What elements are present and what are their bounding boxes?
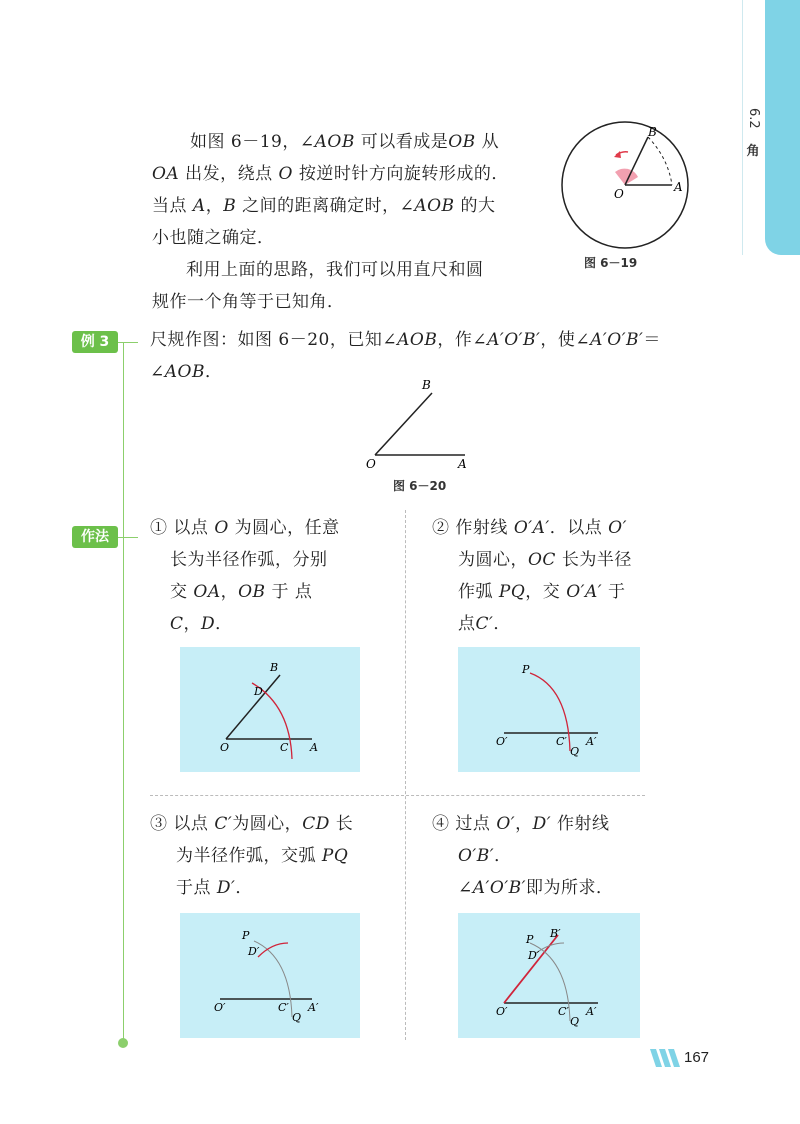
text: O′B′ <box>458 846 495 866</box>
text: PQ <box>321 846 349 866</box>
text: 于点 <box>176 878 217 898</box>
label-q: Q <box>570 745 580 758</box>
label-o: O <box>220 741 230 754</box>
step-4-figure <box>458 913 640 1038</box>
figure-6-20-angle <box>360 375 480 475</box>
label-c-prime: C′ <box>558 1005 569 1018</box>
margin-line-dot <box>118 1038 128 1048</box>
text: 为圆心，任意 <box>228 518 340 538</box>
text: 作射线 <box>551 814 610 834</box>
text: 交 <box>170 582 194 602</box>
label-c-prime: C′ <box>556 735 567 748</box>
text: ， <box>515 814 533 834</box>
text: AOB <box>314 132 355 152</box>
text: ， <box>205 196 224 216</box>
step-3-figure <box>180 913 360 1038</box>
text: 从 <box>475 132 500 152</box>
text: 作弧 <box>458 582 499 602</box>
text: ． <box>493 614 511 634</box>
text: ∠ <box>458 878 473 898</box>
text: ． <box>494 846 512 866</box>
text: D <box>201 614 216 634</box>
text: ，交 <box>525 582 567 602</box>
tag-connector <box>118 537 138 538</box>
text: 的大 <box>454 196 496 216</box>
step-1-figure <box>180 647 360 772</box>
label-a-prime: A′ <box>586 735 597 748</box>
text: O′ <box>608 518 627 538</box>
label-c: C <box>280 741 289 754</box>
text: ，作∠ <box>437 330 488 350</box>
section-title: 角 <box>746 143 760 159</box>
step-3-text <box>150 808 380 904</box>
step-1-text <box>150 512 380 640</box>
text: 点 <box>458 614 476 634</box>
label-o-prime: O′ <box>214 1001 226 1014</box>
label-b: B <box>422 378 431 392</box>
step-2-text <box>432 512 662 640</box>
text: 长为半径 <box>555 550 632 570</box>
section-number: 6.2 <box>746 108 761 129</box>
label-b-prime: B′ <box>550 927 561 940</box>
step-4-text <box>432 808 662 904</box>
figure-6-19-caption: 图 6－19 <box>584 256 638 270</box>
text: B <box>223 196 237 216</box>
text: 小也随之确定． <box>152 228 275 248</box>
text: ④ 过点 <box>432 814 497 834</box>
text: PQ <box>498 582 526 602</box>
left-margin-line <box>123 342 124 1042</box>
text: 可以看成是 <box>354 132 449 152</box>
text: AOB <box>397 330 438 350</box>
example-tag: 例 3 <box>72 331 118 353</box>
label-p: P <box>242 929 250 942</box>
text: O′A′ <box>566 582 603 602</box>
label-d-prime: D′ <box>248 945 260 958</box>
label-a-prime: A′ <box>586 1005 597 1018</box>
vertical-separator <box>405 510 406 1040</box>
intro-lines <box>152 158 542 318</box>
text: 于 点 <box>265 582 313 602</box>
text: OB <box>238 582 266 602</box>
text: 于 <box>602 582 626 602</box>
label-b: B <box>270 661 279 674</box>
label-a-prime: A′ <box>308 1001 319 1014</box>
text: C <box>170 614 184 634</box>
text: A′O′B′ <box>472 878 527 898</box>
text: CD <box>302 814 330 834</box>
text: O <box>278 164 293 184</box>
ray-ob <box>226 675 280 739</box>
label-a: A <box>310 741 318 754</box>
text: 之间的距离确定时，∠ <box>236 196 415 216</box>
label-o: O <box>614 187 624 201</box>
text: O′A′ <box>513 518 550 538</box>
label-a: A <box>674 180 683 194</box>
ray-ob <box>375 393 432 455</box>
text: 为圆心， <box>458 550 528 570</box>
label-a: A <box>458 457 467 471</box>
text: ， <box>183 614 202 634</box>
side-divider <box>742 0 743 255</box>
text: A <box>192 196 206 216</box>
page-number: 167 <box>684 1049 710 1066</box>
text: ． <box>204 362 223 382</box>
label-p: P <box>522 663 530 676</box>
text: 规作一个角等于已知角． <box>152 292 345 312</box>
text: 尺规作图：如图 6－20，已知∠ <box>150 330 398 350</box>
arrowhead <box>614 151 621 158</box>
label-q: Q <box>292 1011 302 1024</box>
text: ．以点 <box>549 518 609 538</box>
chapter-side-tab <box>765 0 800 255</box>
page-stripes-icon <box>648 1047 682 1069</box>
text: 利用上面的思路，我们可以用直尺和圆 <box>186 260 484 280</box>
text: OC <box>528 550 556 570</box>
text: D′ <box>216 878 236 898</box>
step-2-figure <box>458 647 640 772</box>
label-d: D <box>254 685 263 698</box>
text: AOB <box>164 362 205 382</box>
text: O <box>214 518 229 538</box>
text: AOB <box>414 196 455 216</box>
tag-connector <box>118 342 138 343</box>
text: ． <box>235 878 253 898</box>
text: ，使∠ <box>540 330 591 350</box>
figure-6-20-caption: 图 6－20 <box>393 479 447 493</box>
method-tag: 作法 <box>72 526 118 548</box>
text: ③ 以点 <box>150 814 215 834</box>
text: 即为所求． <box>526 878 614 898</box>
text: ． <box>215 614 233 634</box>
text: OA <box>152 164 180 184</box>
label-d-prime: D′ <box>528 949 540 962</box>
text: D′ <box>532 814 552 834</box>
text: OB <box>448 132 476 152</box>
text: 为半径作弧，交弧 <box>176 846 322 866</box>
text: 长 <box>329 814 354 834</box>
text: OA <box>193 582 221 602</box>
section-label <box>744 108 762 161</box>
label-p: P <box>526 933 534 946</box>
dashed-arc <box>648 137 672 185</box>
label-o-prime: O′ <box>496 735 508 748</box>
label-q: Q <box>570 1015 580 1028</box>
text: A′O′B′ <box>487 330 541 350</box>
figure-6-19-circle <box>560 120 700 260</box>
text: C′ <box>214 814 233 834</box>
label-o-prime: O′ <box>496 1005 508 1018</box>
text: C′ <box>475 614 494 634</box>
text: ， <box>220 582 239 602</box>
text: ② 作射线 <box>432 518 514 538</box>
label-b: B <box>648 125 657 139</box>
text: 如图 6－19，∠ <box>190 132 315 152</box>
intro-paragraph <box>170 126 540 158</box>
text: 当点 <box>152 196 193 216</box>
horizontal-separator <box>150 795 645 796</box>
label-o: O <box>366 457 376 471</box>
text: ＝ <box>643 330 661 350</box>
text: 出发，绕点 <box>179 164 279 184</box>
text: O′ <box>496 814 516 834</box>
text: 为圆心， <box>232 814 303 834</box>
text: ① 以点 <box>150 518 215 538</box>
label-c-prime: C′ <box>278 1001 289 1014</box>
text: 长为半径作弧，分别 <box>170 550 328 570</box>
text: ∠ <box>150 362 165 382</box>
text: A′O′B′ <box>590 330 644 350</box>
text: 按逆时针方向旋转形成的． <box>292 164 509 184</box>
